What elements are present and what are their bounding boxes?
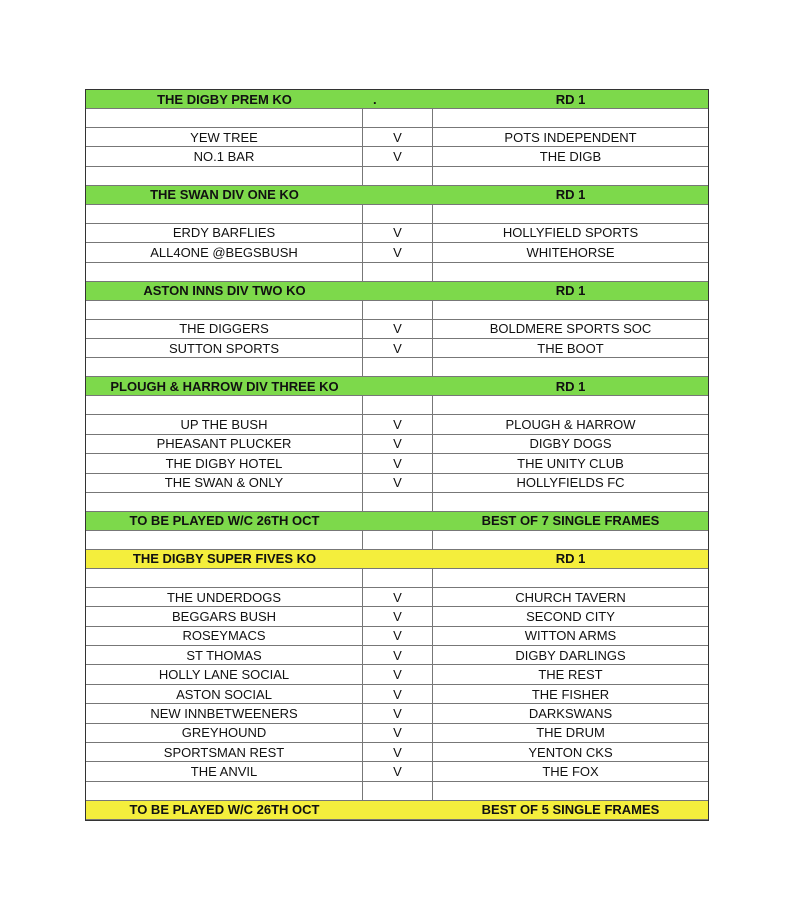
home-team: UP THE BUSH [86, 415, 363, 433]
versus-label: V [363, 588, 433, 606]
empty-cell [433, 358, 708, 376]
home-team: THE DIGBY HOTEL [86, 454, 363, 472]
section-header [86, 90, 708, 109]
empty-cell [433, 167, 708, 185]
away-team: THE REST [538, 667, 603, 683]
home-team: HOLLY LANE SOCIAL [86, 665, 363, 683]
fixture-row [86, 724, 708, 743]
away-team: THE UNITY CLUB [517, 455, 624, 471]
away-team: DARKSWANS [528, 705, 613, 721]
fixture-row [86, 128, 708, 147]
fixture-row [86, 435, 708, 454]
empty-cell [86, 263, 363, 281]
versus-label: V [363, 243, 433, 261]
empty-cell [433, 301, 708, 319]
away-team: WHITEHORSE [526, 244, 615, 260]
away-team: THE DIGB [539, 149, 602, 165]
fixture-row [86, 704, 708, 723]
home-team: YEW TREE [86, 128, 363, 146]
frames-format-note: BEST OF 5 SINGLE FRAMES [481, 802, 660, 818]
fixture-row [86, 320, 708, 339]
fixture-row [86, 646, 708, 665]
spacer-row [86, 301, 708, 320]
fixture-row [86, 243, 708, 262]
fixture-row [86, 454, 708, 473]
spacer-row [86, 569, 708, 588]
away-team: PLOUGH & HARROW [505, 417, 636, 433]
empty-cell [363, 512, 433, 530]
section-title: THE DIGBY PREM KO [157, 91, 292, 107]
away-team: DIGBY DOGS [529, 436, 612, 452]
spacer-row [86, 205, 708, 224]
versus-label: V [363, 665, 433, 683]
empty-cell [433, 493, 708, 511]
fixture-row [86, 224, 708, 243]
empty-cell [433, 205, 708, 223]
section-marker [363, 377, 433, 395]
empty-cell [86, 358, 363, 376]
away-team: THE BOOT [537, 340, 604, 356]
away-team: HOLLYFIELDS FC [516, 475, 625, 491]
spacer-row [86, 358, 708, 377]
section-header [86, 550, 708, 569]
home-team: THE SWAN & ONLY [86, 474, 363, 492]
home-team: THE DIGGERS [86, 320, 363, 338]
versus-label: V [363, 724, 433, 742]
section-marker [363, 550, 433, 568]
section-title: THE SWAN DIV ONE KO [150, 187, 299, 203]
empty-cell [433, 109, 708, 127]
empty-cell [363, 109, 433, 127]
home-team: ROSEYMACS [86, 627, 363, 645]
section-header [86, 377, 708, 396]
home-team: GREYHOUND [86, 724, 363, 742]
fixture-row [86, 474, 708, 493]
empty-cell [86, 493, 363, 511]
spacer-row [86, 109, 708, 128]
versus-label: V [363, 339, 433, 357]
fixture-row [86, 607, 708, 626]
away-team: DIGBY DARLINGS [515, 647, 626, 663]
versus-label: V [363, 607, 433, 625]
fixture-row [86, 627, 708, 646]
empty-cell [86, 531, 363, 549]
empty-cell [433, 531, 708, 549]
fixture-row [86, 339, 708, 358]
home-team: BEGGARS BUSH [86, 607, 363, 625]
home-team: PHEASANT PLUCKER [86, 435, 363, 453]
away-team: THE DRUM [536, 725, 605, 741]
fixture-row [86, 685, 708, 704]
empty-cell [433, 782, 708, 800]
versus-label: V [363, 128, 433, 146]
away-team: THE FOX [542, 764, 599, 780]
empty-cell [363, 205, 433, 223]
spacer-row [86, 493, 708, 512]
round-label: RD 1 [555, 91, 586, 107]
home-team: ASTON SOCIAL [86, 685, 363, 703]
empty-cell [363, 301, 433, 319]
section-title: PLOUGH & HARROW DIV THREE KO [110, 378, 339, 394]
fixture-row [86, 743, 708, 762]
section-header [86, 186, 708, 205]
spacer-row [86, 167, 708, 186]
empty-cell [86, 167, 363, 185]
empty-cell [363, 782, 433, 800]
empty-cell [363, 531, 433, 549]
empty-cell [363, 167, 433, 185]
spacer-row [86, 396, 708, 415]
round-label: RD 1 [555, 551, 586, 567]
frames-format-note: BEST OF 7 SINGLE FRAMES [481, 513, 660, 529]
empty-cell [363, 396, 433, 414]
play-date-note: TO BE PLAYED W/C 26TH OCT [129, 802, 320, 818]
round-label: RD 1 [555, 283, 586, 299]
fixture-row [86, 415, 708, 434]
empty-cell [433, 396, 708, 414]
home-team: NO.1 BAR [86, 147, 363, 165]
section-footer [86, 801, 708, 820]
fixture-row [86, 762, 708, 781]
away-team: YENTON CKS [528, 744, 613, 760]
away-team: BOLDMERE SPORTS SOC [489, 321, 652, 337]
away-team: THE FISHER [531, 686, 610, 702]
empty-cell [86, 782, 363, 800]
versus-label: V [363, 147, 433, 165]
empty-cell [363, 801, 433, 819]
versus-label: V [363, 415, 433, 433]
home-team: ST THOMAS [86, 646, 363, 664]
home-team: ALL4ONE @BEGSBUSH [86, 243, 363, 261]
home-team: THE ANVIL [86, 762, 363, 780]
versus-label: V [363, 685, 433, 703]
spacer-row [86, 263, 708, 282]
empty-cell [86, 109, 363, 127]
empty-cell [433, 569, 708, 587]
home-team: SUTTON SPORTS [86, 339, 363, 357]
home-team: ERDY BARFLIES [86, 224, 363, 242]
empty-cell [363, 263, 433, 281]
versus-label: V [363, 224, 433, 242]
fixture-row [86, 665, 708, 684]
versus-label: V [363, 454, 433, 472]
empty-cell [86, 301, 363, 319]
home-team: THE UNDERDOGS [86, 588, 363, 606]
section-marker: . [373, 91, 377, 107]
round-label: RD 1 [555, 378, 586, 394]
versus-label: V [363, 320, 433, 338]
play-date-note: TO BE PLAYED W/C 26TH OCT [129, 513, 320, 529]
round-label: RD 1 [555, 187, 586, 203]
section-marker [363, 282, 433, 300]
section-header [86, 282, 708, 301]
section-title: THE DIGBY SUPER FIVES KO [132, 551, 317, 567]
empty-cell [363, 358, 433, 376]
home-team: SPORTSMAN REST [86, 743, 363, 761]
versus-label: V [363, 646, 433, 664]
spacer-row [86, 782, 708, 801]
versus-label: V [363, 435, 433, 453]
section-marker [363, 186, 433, 204]
versus-label: V [363, 743, 433, 761]
versus-label: V [363, 474, 433, 492]
section-footer [86, 512, 708, 531]
away-team: POTS INDEPENDENT [504, 129, 637, 145]
empty-cell [433, 263, 708, 281]
empty-cell [86, 205, 363, 223]
section-title: ASTON INNS DIV TWO KO [143, 283, 306, 299]
empty-cell [363, 493, 433, 511]
empty-cell [86, 569, 363, 587]
empty-cell [86, 396, 363, 414]
away-team: HOLLYFIELD SPORTS [502, 225, 639, 241]
spacer-row [86, 531, 708, 550]
versus-label: V [363, 762, 433, 780]
versus-label: V [363, 627, 433, 645]
empty-cell [363, 569, 433, 587]
away-team: WITTON ARMS [524, 628, 617, 644]
away-team: CHURCH TAVERN [515, 589, 626, 605]
away-team: SECOND CITY [526, 608, 615, 624]
home-team: NEW INNBETWEENERS [86, 704, 363, 722]
fixture-row [86, 588, 708, 607]
fixtures-table [85, 89, 709, 821]
versus-label: V [363, 704, 433, 722]
fixture-row [86, 147, 708, 166]
